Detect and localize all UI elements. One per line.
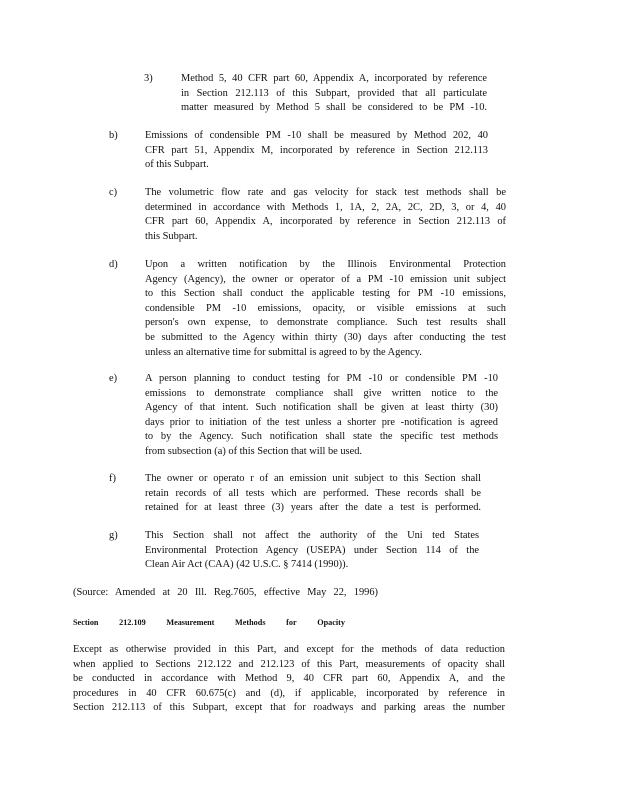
text-line: to by the Agency. Such notification shall state the specific test methods [145,431,498,443]
text-line: determined in accordance with Methods 1, 1A, 2, 2A, 2C, 2D, 3, or 4, 40 [145,201,506,213]
item-marker-g: g) [109,530,118,541]
section-number: 212.109 [119,618,146,627]
text-line: The owner or operato r of an emission unit subject to this Section shall [145,473,481,484]
source-note-text: (Source: Amended at 20 Ill. Reg.7605, effective May 22, 1996) [73,587,378,598]
text-line: days prior to initiation of the test unless a shorter pre -notification is agreed [145,416,498,428]
text-line: Environmental Protection Agency (USEPA) under Section 114 of the [145,544,479,556]
text-line: The volumetric flow rate and gas velocity for stack test methods shall be [145,187,506,198]
item-d-text [145,258,506,360]
item-b-text [145,129,488,173]
text-line: to this Section shall conduct the applicable testing for PM -10 emissions, [145,288,506,300]
text-line: emissions to demonstrate compliance shall give written notice to the [145,387,498,399]
text-line: This Section shall not affect the authority of the Uni ted States [145,530,479,541]
text-line: from subsection (a) of this Section that will be used. [145,445,363,457]
item-e-text [145,372,498,460]
section-title-word: Measurement [166,618,215,627]
section-title-word: Methods [235,618,266,627]
text-line: this Subpart. [145,230,198,242]
text-line: in Section 212.113 of this Subpart, provided that all particulate [181,87,487,99]
text-line: Agency (Agency), the owner or operator of a PM -10 emission unit subject [145,273,506,285]
item-marker-3: 3) [144,73,153,84]
item-g-text [145,529,479,573]
item-marker-f: f) [109,473,116,484]
section-title-word: Opacity [317,618,345,627]
source-note [73,586,378,601]
item-marker-b: b) [109,130,118,141]
text-line: person's own expense, to demonstrate compliance. Such test results shall [145,317,506,329]
text-line: procedures in 40 CFR 60.675(c) and (d), if applicable, incorporated by reference in [73,687,505,699]
text-line: be submitted to the Agency within thirty (30) days after conducting the test [145,331,506,343]
text-line: Agency of that intent. Such notification shall be given at least thirty (30) [145,402,498,414]
item-marker-d: d) [109,259,118,270]
text-line: condensible PM -10 emissions, opacity, or visible emissions at such [145,302,506,314]
text-line: Emissions of condensible PM -10 shall be measured by Method 202, 40 [145,130,488,141]
text-line: of this Subpart. [145,159,209,171]
text-line: retained for at least three (3) years after the date a test is performed. [145,502,481,514]
body-paragraph [73,643,505,716]
text-line: CFR part 60, Appendix A, incorporated by reference in Section 212.113 of [145,216,506,228]
section-title-word: for [286,618,297,627]
text-line: Section 212.113 of this Subpart, except that for roadways and parking areas the number [73,702,505,714]
section-heading [73,617,345,629]
text-line: A person planning to conduct testing for PM -10 or condensible PM -10 [145,373,498,384]
item-marker-c: c) [109,187,118,198]
text-line: CFR part 51, Appendix M, incorporated by reference in Section 212.113 [145,144,488,156]
text-line: Method 5, 40 CFR part 60, Appendix A, incorporated by reference [181,73,487,84]
text-line: Upon a written notification by the Illinois Environmental Protection [145,259,506,270]
text-line: be conducted in accordance with Method 9, 40 CFR part 60, Appendix A, and the [73,673,505,685]
text-line: when applied to Sections 212.122 and 212.123 of this Part, measurements of opacity shall [73,658,505,670]
text-line: retain records of all tests which are performed. These records shall be [145,487,481,499]
item-3-text [181,72,487,116]
text-line: Except as otherwise provided in this Part, and except for the methods of data reduction [73,644,505,655]
text-line: matter measured by Method 5 shall be considered to be PM -10. [181,102,487,114]
item-c-text [145,186,506,244]
item-marker-e: e) [109,373,118,384]
section-label: Section [73,618,99,627]
text-line: Clean Air Act (CAA) (42 U.S.C. § 7414 (1990)). [145,559,349,571]
text-line: unless an alternative time for submittal is agreed to by the Agency. [145,346,422,358]
item-f-text [145,472,481,516]
